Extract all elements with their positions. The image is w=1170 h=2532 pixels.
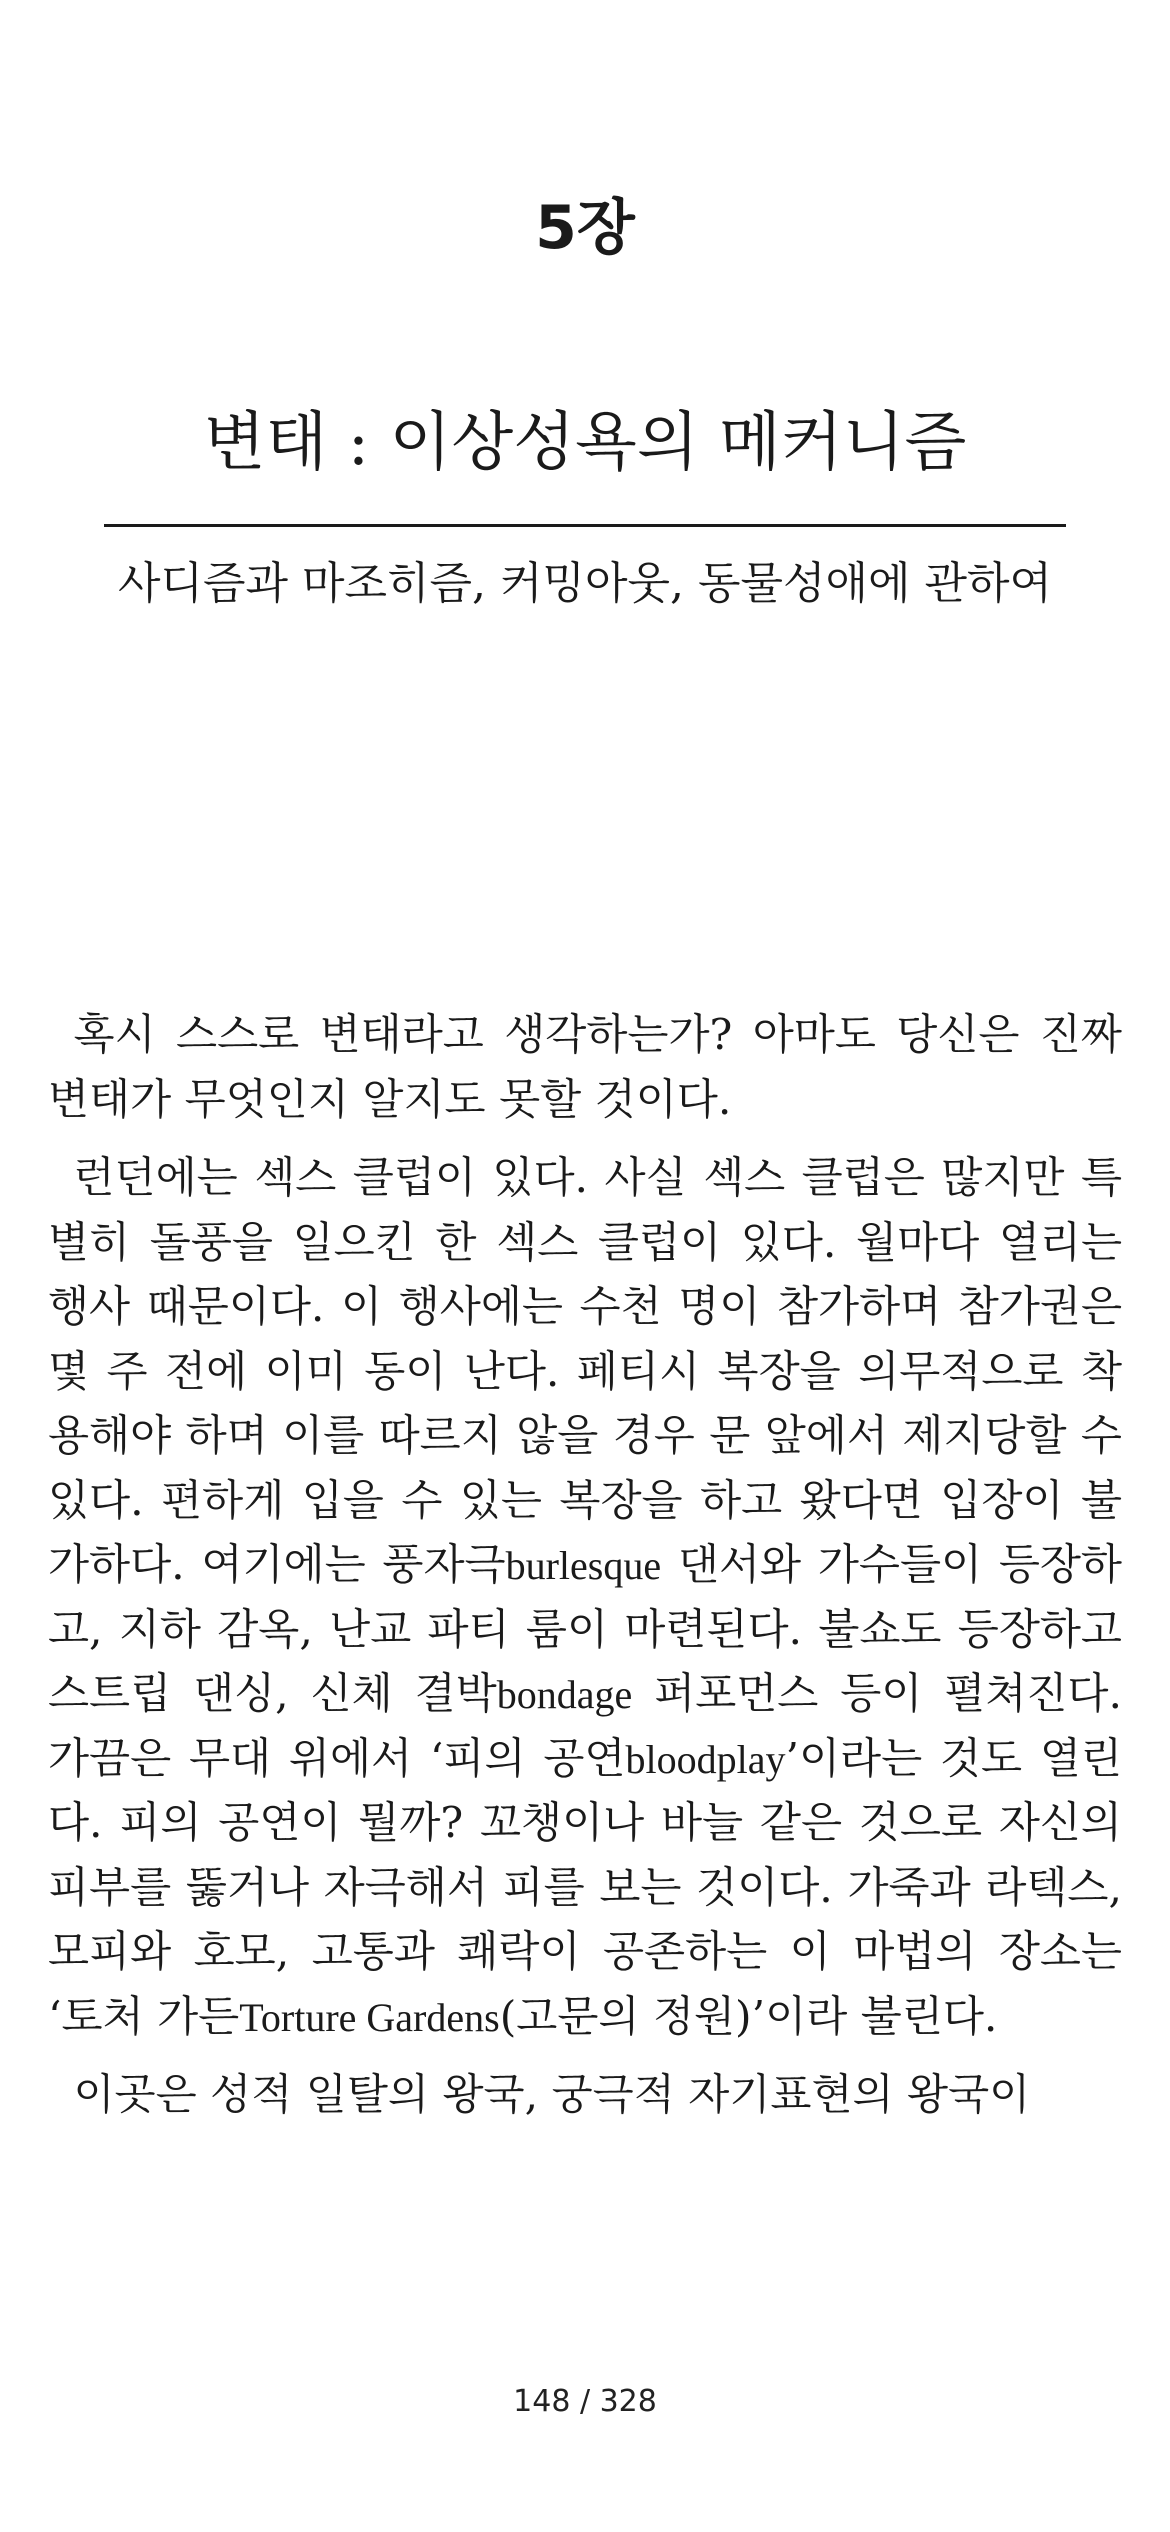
text-run: 런던에는 섹스 클럽이 있다. 사실 섹스 클럽은 많지만 특별히 돌풍을 일으킨 한 섹스 클럽이 있다. 월마다 열리는 행사 때문이다. 이 행사에는 수천 명이 참가하며 참가권은 몇 주 전에 이미 동이 난다. 페티시 복장을 의무적으로 착용해야 하며 이를 따르지 않을 경우 문 앞에서 제지당할 수 있다. 편하게 입을 수 있는 복장을 하고 왔다면 입장이 불가하다. 여기에는 풍자극 xyxy=(48,1154,1122,1590)
text-run: 혹시 스스로 변태라고 생각하는가? 아마도 당신은 진짜 변태가 무엇인지 알지도 못할 것이다. xyxy=(48,1011,1122,1125)
latin-term: bondage xyxy=(496,1672,633,1717)
paragraph xyxy=(48,1004,1122,1133)
chapter-title: 변태 : 이상성욕의 메커니즘 xyxy=(203,406,967,480)
latin-term: Torture Gardens xyxy=(239,1994,500,2040)
page-indicator: 148 / 328 xyxy=(513,2384,657,2419)
text-run: (고문의 정원)’이라 불린다. xyxy=(499,1992,998,2042)
chapter-subtitle: 사디즘과 마조히즘, 커밍아웃, 동물성애에 관하여 xyxy=(118,558,1052,609)
text-run: ’이라는 것도 열린다. 피의 공연이 뭘까? 꼬챙이나 바늘 같은 것으로 자신의 피부를 뚫거나 자극해서 피를 보는 것이다. 가죽과 라텍스, 모피와 호모, 고통과 쾌락이 공존하는 이 마법의 장소는 ‘토처 가든 xyxy=(48,1734,1122,2042)
latin-term: bloodplay xyxy=(625,1736,786,1782)
latin-term: burlesque xyxy=(505,1543,662,1588)
chapter-number: 5장 xyxy=(535,193,635,263)
text-run: 이곳은 성적 일탈의 왕국, 궁극적 자기표현의 왕국이 xyxy=(73,2071,1031,2120)
paragraph xyxy=(48,2064,1122,2129)
paragraph xyxy=(48,1147,1122,2050)
text-run: 퍼포먼스 등이 펼쳐진다. 가끔은 무대 위에서 ‘피의 공연 xyxy=(48,1670,1122,1784)
text-run: 댄서와 가수들이 등장하고, 지하 감옥, 난교 파티 룸이 마련된다. 불쇼도 등장하고 스트립 댄싱, 신체 결박 xyxy=(48,1541,1122,1719)
body-text xyxy=(48,1004,1122,2143)
title-divider xyxy=(104,524,1066,527)
